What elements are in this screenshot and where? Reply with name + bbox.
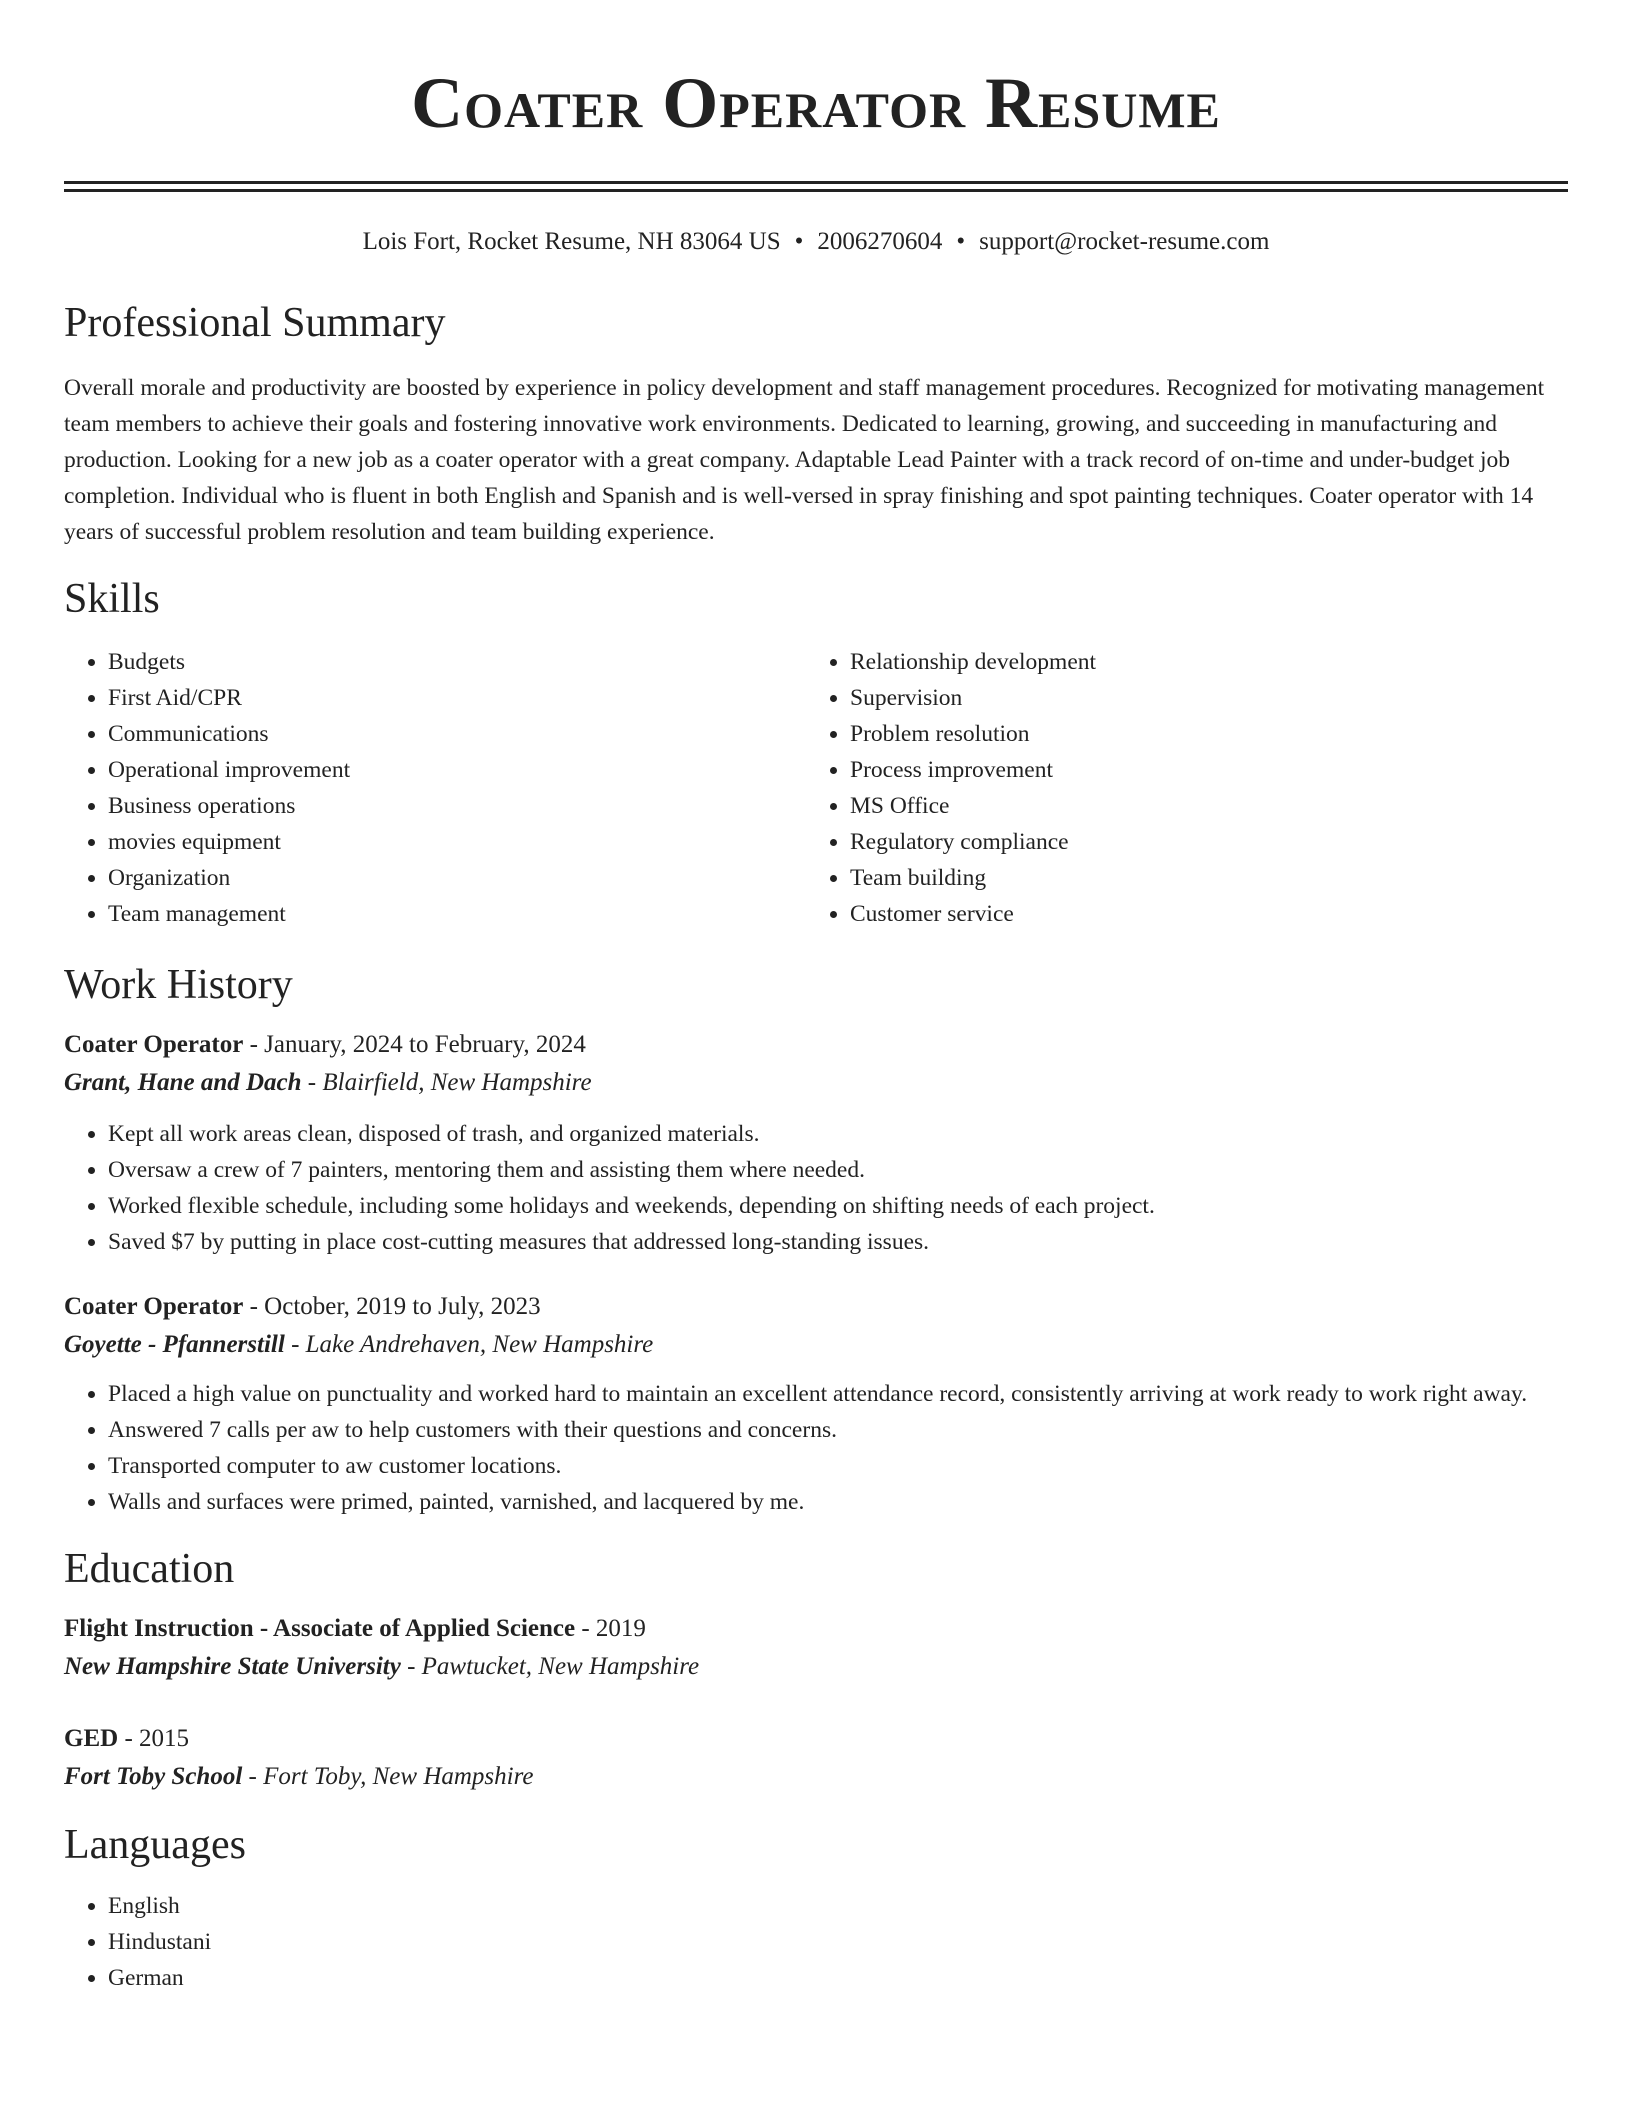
skill-item: • Communications [108,716,806,752]
job-title-line [64,1288,1568,1326]
job-duty-item: • Answered 7 calls per aw to help customers with their questions and concerns. [108,1412,1568,1448]
education-degree: GED [64,1725,119,1752]
skill-item: • Budgets [108,644,806,680]
contact-email: support@rocket-resume.com [979,228,1270,255]
skills-heading: Skills [64,576,160,622]
job-duty-item: • Kept all work areas clean, disposed of trash, and organized materials. [108,1116,1568,1152]
language-item: • English [108,1888,1568,1924]
job-dates: - January, 2024 to February, 2024 [243,1031,586,1058]
job-location: - Blairfield, New Hampshire [301,1069,592,1096]
skill-item: • Relationship development [850,644,1548,680]
skill-item: • Customer service [850,896,1548,932]
work-history-heading: Work History [64,962,293,1008]
skill-item: • Problem resolution [850,716,1548,752]
skill-item: • First Aid/CPR [108,680,806,716]
skill-item: • Operational improvement [108,752,806,788]
skills-column-right [806,644,1548,932]
summary-heading: Professional Summary [64,300,446,346]
contact-line [64,226,1568,258]
skill-item: • MS Office [850,788,1548,824]
skill-item: • Process improvement [850,752,1548,788]
title-divider [64,181,1568,192]
job-title: Coater Operator [64,1293,244,1320]
job-duty-item: • Saved $7 by putting in place cost-cutting measures that addressed long-standing issues. [108,1224,1568,1260]
education-degree-line [64,1610,1568,1648]
education-school: New Hampshire State University [64,1653,401,1680]
job-duty-item: • Transported computer to aw customer locations. [108,1448,1568,1484]
skill-item: • Regulatory compliance [850,824,1548,860]
job-title: Coater Operator [64,1031,244,1058]
skill-item: • Supervision [850,680,1548,716]
education-school-line [64,1758,1568,1796]
languages-list [64,1888,1568,1996]
resume-title: Coater Operator Resume [411,63,1221,143]
job-company: Grant, Hane and Dach [64,1069,302,1096]
language-item: • Hindustani [108,1924,1568,1960]
job-entry [64,1026,1568,1260]
job-company-line [64,1064,1568,1102]
education-heading: Education [64,1546,235,1592]
job-location: - Lake Andrehaven, New Hampshire [284,1331,654,1358]
skill-item: • Team management [108,896,806,932]
skills-list [64,644,1568,932]
education-degree: Flight Instruction - Associate of Applied Science [64,1615,576,1642]
job-company-line [64,1326,1568,1364]
job-company: Goyette - Pfannerstill [64,1331,285,1358]
job-dates: - October, 2019 to July, 2023 [243,1293,541,1320]
job-title-line [64,1026,1568,1064]
job-duty-item: • Oversaw a crew of 7 painters, mentoring them and assisting them where needed. [108,1152,1568,1188]
skill-item: • Organization [108,860,806,896]
job-duty-item: • Walls and surfaces were primed, painted, varnished, and lacquered by me. [108,1484,1568,1520]
skill-item: • movies equipment [108,824,806,860]
job-duties [64,1376,1568,1520]
skill-item: • Team building [850,860,1548,896]
education-location: - Pawtucket, New Hampshire [400,1653,700,1680]
job-entry [64,1288,1568,1520]
education-degree-line [64,1720,1568,1758]
education-school: Fort Toby School [64,1763,243,1790]
job-duties [64,1116,1568,1260]
job-duty-item: • Placed a high value on punctuality and worked hard to maintain an excellent attendance record, consistently arriving at work ready to work right away. [108,1376,1568,1412]
skills-column-left [64,644,806,932]
education-school-line [64,1648,1568,1686]
contact-phone: 2006270604 [817,228,943,255]
contact-separator: • [794,228,804,255]
education-entry [64,1720,1568,1796]
education-location: - Fort Toby, New Hampshire [242,1763,534,1790]
summary-text: Overall morale and productivity are boosted by experience in policy development and staff management procedures. Recognized for motivating management team members to achieve their goals and fostering innovative work environments. Dedicated to learning, growing, and succeeding in manufacturing and production. Looking for a new job as a coater operator with a great company. Adaptable Lead Painter with a track record of on-time and under-budget job completion. Individual who is fluent in both English and Spanish and is well-versed in spray finishing and spot painting techniques. Coater operator with 14 years of successful problem resolution and team building experience. [64,375,1545,545]
job-duty-item: • Worked flexible schedule, including some holidays and weekends, depending on shifting needs of each project. [108,1188,1568,1224]
education-year: - 2019 [575,1615,646,1642]
contact-address: Lois Fort, Rocket Resume, NH 83064 US [362,228,781,255]
skill-item: • Business operations [108,788,806,824]
languages-heading: Languages [64,1822,246,1868]
education-entry [64,1610,1568,1686]
contact-separator: • [956,228,966,255]
language-item: • German [108,1960,1568,1996]
education-year: - 2015 [118,1725,190,1752]
